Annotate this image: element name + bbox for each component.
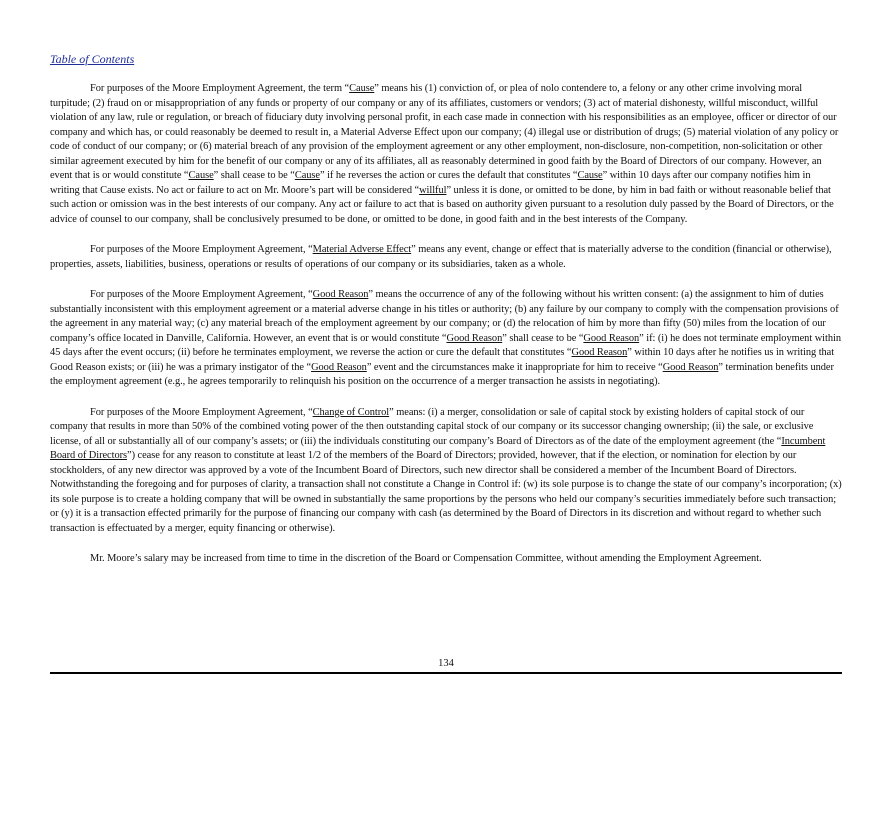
- text-span: ”) cease for any reason to constitute at least 1/2 of the members of the Board of Directors; provided, however, that if the election, or nomination for election by our stockholders, of any new director was approved by a vote of the Incumbent Board of Directors, such new director shall be considered a member of the Incumbent Board of Directors. Notwithstanding the foregoing and for purposes of clarity, a transaction shall not constitute a Change in Control if: (w) its sole purpose is to change the state of our company’s incorporation; (x) its sole purpose is to create a holding company that will be owned in substantially the same proportions by the persons who held our company’s securities immediately before such transaction; or (y) it is a transaction effected primarily for the purpose of financing our company with cash (as determined by the Board of Directors in its discretion and without regard to whether such transaction is effectuated by a merger, equity financing or otherwise).: [50, 450, 842, 534]
- text-span: ” if he reverses the action or cures the default that constitutes “: [319, 170, 578, 181]
- text-span: ” termination benefits under the employment agreement (e.g., he agrees temporarily to relinquish his position on the occurrence of a merger transaction he assists in negotiating).: [50, 361, 834, 387]
- text-span: ” means the occurrence of any of the following without his written consent: (a) the assignment to him of duties substantially inconsistent with this employment agreement or a material adverse change in his titles or authority; (b) any failure by our company to comply with the compensation provisions of the agreement in any material way; (c) any material breach of the employment agreement by our company; or (d) the relocation of him by more than fifty (50) miles from the location of our company’s office located in Danville, California. However, an event that is or would constitute “: [50, 289, 839, 344]
- defined-term: Change of Control: [312, 406, 390, 418]
- text-span: ” means: (i) a merger, consolidation or sale of capital stock by existing holders of capital stock of our company that results in more than 50% of the combined voting power of the then outstanding capital stock of our company or its successor changing ownership; (ii) the sale, or exclusive license, of all or substantially all of our company’s assets; or (iii) the individuals constituting our company’s Board of Directors as of the date of the employment agreement (the “: [50, 406, 814, 447]
- defined-term: Material Adverse Effect: [312, 244, 412, 255]
- defined-term: Cause: [188, 170, 214, 181]
- defined-term: Good Reason: [446, 332, 503, 344]
- text-span: ” event and the circumstances make it inappropriate for him to receive “: [366, 361, 663, 373]
- defined-term: Good Reason: [583, 332, 640, 344]
- text-span: For purposes of the Moore Employment Agreement, “: [90, 244, 313, 255]
- defined-term: Cause: [349, 83, 375, 94]
- text-span: ” means his (1) conviction of, or plea of nolo contendere to, a felony or any other crime involving moral turpitude; (2) fraud on or misappropriation of any funds or property of our company or any of its affiliates, customers or vendors; (3) act of material dishonesty, willful misconduct, willful violation of any law, rule or regulation, or breach of fiduciary duty involving personal profit, in each case made in connection with his responsibilities as an employee, officer or director of our company and which has, or could reasonably be deemed to result in, a Material Adverse Effect upon our company; (4) illegal use or distribution of drugs; (5) material violation of any policy or code of conduct of our company; or (6) material breach of any provision of the employment agreement or any other employment, non-disclosure, non-competition, non-solicitation or other similar agreement executed by him for the benefit of our company or any of its affiliates, all as reasonably determined in good faith by the Board of Directors of our company. However, an event that is or would constitute “: [50, 83, 839, 181]
- defined-term: Cause: [294, 170, 320, 181]
- page-number: 134: [438, 658, 454, 669]
- text-span: ” means any event, change or effect that is materially adverse to the condition (financial or otherwise), properties, assets, liabilities, business, operations or results of operations of our company or its subsidiaries, taken as a whole.: [50, 244, 832, 270]
- document-body: [50, 82, 842, 583]
- defined-term: Good Reason: [662, 361, 719, 373]
- defined-term: willful: [419, 184, 447, 196]
- text-span: ” within 10 days after our company notifies him in writing that Cause exists. No act or failure to act on Mr. Moore’s part will be considered “: [50, 170, 811, 196]
- text-span: ” if: (i) he does not terminate employment within 45 days after the event occurs; (ii) before he terminates employment, we reverse the action or cure the default that constitutes “: [50, 332, 841, 358]
- text-span: ” unless it is done, or omitted to be done, by him in bad faith or without reasonable belief that such action or omission was in the best interests of our company. Any act or failure to act that is based on authority given pursuant to a resolution duly passed by the Board of Directors, or the advice of counsel to our company, shall be conclusively presumed to be done, or omitted to be done, in good faith and in the best interests of the Company.: [50, 184, 834, 225]
- table-of-contents-link[interactable]: Table of Contents: [50, 52, 135, 66]
- paragraph-material-adverse-effect: [50, 243, 842, 272]
- defined-term: Good Reason: [312, 289, 369, 300]
- defined-term: Cause: [577, 170, 603, 181]
- text-span: ” shall cease to be “: [502, 332, 584, 344]
- text-span: For purposes of the Moore Employment Agreement, “: [90, 406, 313, 418]
- paragraph-good-reason: [50, 288, 842, 390]
- text-span: For purposes of the Moore Employment Agreement, the term “: [90, 83, 350, 94]
- page-footer-rule: [50, 672, 842, 674]
- defined-term: Good Reason: [311, 361, 367, 373]
- text-span: For purposes of the Moore Employment Agreement, “: [90, 289, 313, 300]
- text-span: ” within 10 days after he notifies us in writing that Good Reason exists; or (iii) he was a primary instigator of the “: [50, 347, 835, 373]
- defined-term: Good Reason: [571, 347, 628, 358]
- paragraph-change-of-control: [50, 406, 842, 537]
- paragraph-cause-definition: [50, 82, 842, 227]
- text-span: Mr. Moore’s salary may be increased from time to time in the discretion of the Board or Compensation Committee, without amending the Employment Agreement.: [90, 553, 762, 564]
- text-span: ” shall cease to be “: [213, 170, 295, 181]
- paragraph-salary: [50, 552, 842, 567]
- defined-term: Incumbent Board of Directors: [50, 435, 826, 461]
